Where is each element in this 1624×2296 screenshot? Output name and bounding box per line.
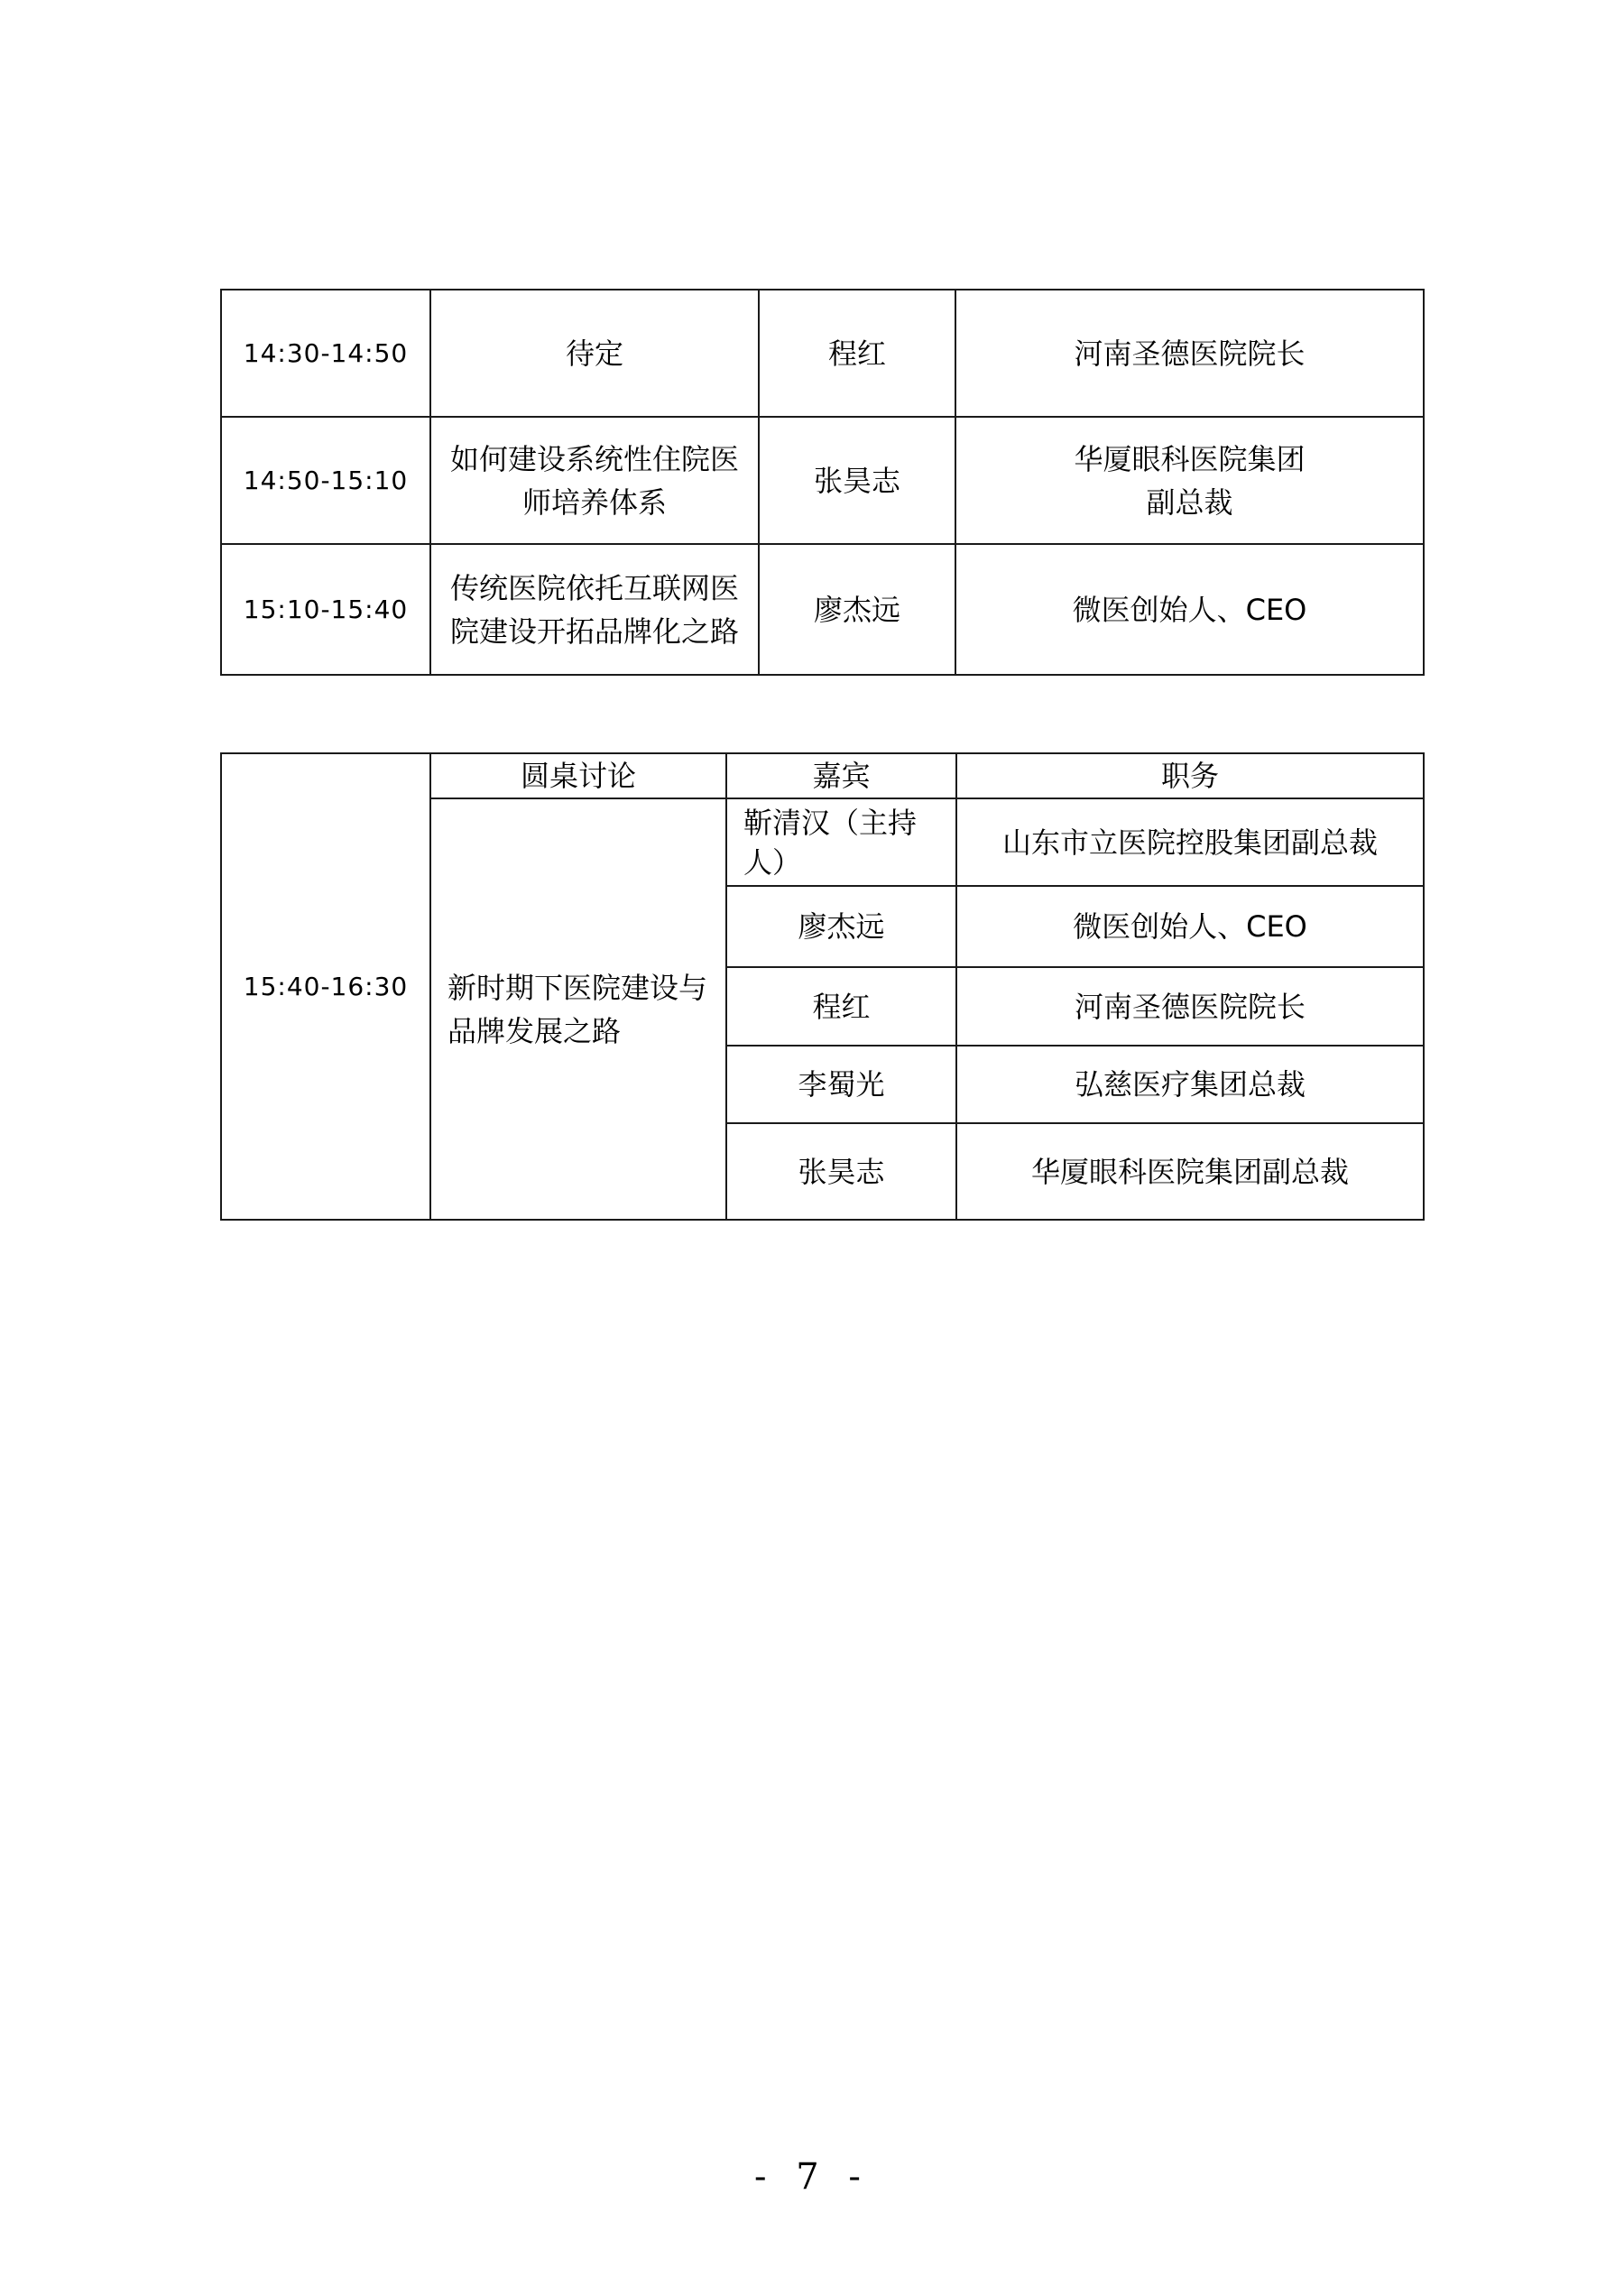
speaker-cell: 廖杰远 [759, 544, 955, 675]
column-header-position: 职务 [956, 753, 1424, 798]
topic-cell: 如何建设系统性住院医师培养体系 [430, 417, 759, 544]
guest-cell: 张昊志 [726, 1123, 956, 1220]
title-line: 华厦眼科医院集团 [1074, 441, 1306, 476]
time-cell: 14:30-14:50 [221, 290, 430, 417]
position-cell: 河南圣德医院院长 [956, 967, 1424, 1046]
position-cell: 弘慈医疗集团总裁 [956, 1046, 1424, 1123]
topic-cell: 新时期下医院建设与品牌发展之路 [430, 798, 726, 1220]
table-row [221, 417, 1424, 544]
topic-cell: 传统医院依托互联网医院建设开拓品牌化之路 [430, 544, 759, 675]
position-cell: 微医创始人、CEO [956, 886, 1424, 967]
header-row [221, 753, 1424, 798]
table-row [221, 290, 1424, 417]
position-cell: 山东市立医院控股集团副总裁 [956, 798, 1424, 886]
title-line: 副总裁 [1146, 484, 1233, 520]
speaker-cell: 张昊志 [759, 417, 955, 544]
guest-cell: 廖杰远 [726, 886, 956, 967]
topic-cell: 待定 [430, 290, 759, 417]
time-cell: 14:50-15:10 [221, 417, 430, 544]
time-cell: 15:40-16:30 [221, 753, 430, 1220]
schedule-table-1 [220, 289, 1425, 676]
page-number: - 7 - [754, 2156, 870, 2198]
guest-cell: 靳清汉（主持人） [726, 798, 956, 886]
title-cell: 河南圣德医院院长 [955, 290, 1424, 417]
title-cell [955, 417, 1424, 544]
table-row [221, 544, 1424, 675]
time-cell: 15:10-15:40 [221, 544, 430, 675]
guest-cell: 李蜀光 [726, 1046, 956, 1123]
title-cell: 微医创始人、CEO [955, 544, 1424, 675]
position-cell: 华厦眼科医院集团副总裁 [956, 1123, 1424, 1220]
column-header-topic: 圆桌讨论 [430, 753, 726, 798]
roundtable-table [220, 752, 1425, 1221]
speaker-cell: 程红 [759, 290, 955, 417]
column-header-guest: 嘉宾 [726, 753, 956, 798]
guest-cell: 程红 [726, 967, 956, 1046]
